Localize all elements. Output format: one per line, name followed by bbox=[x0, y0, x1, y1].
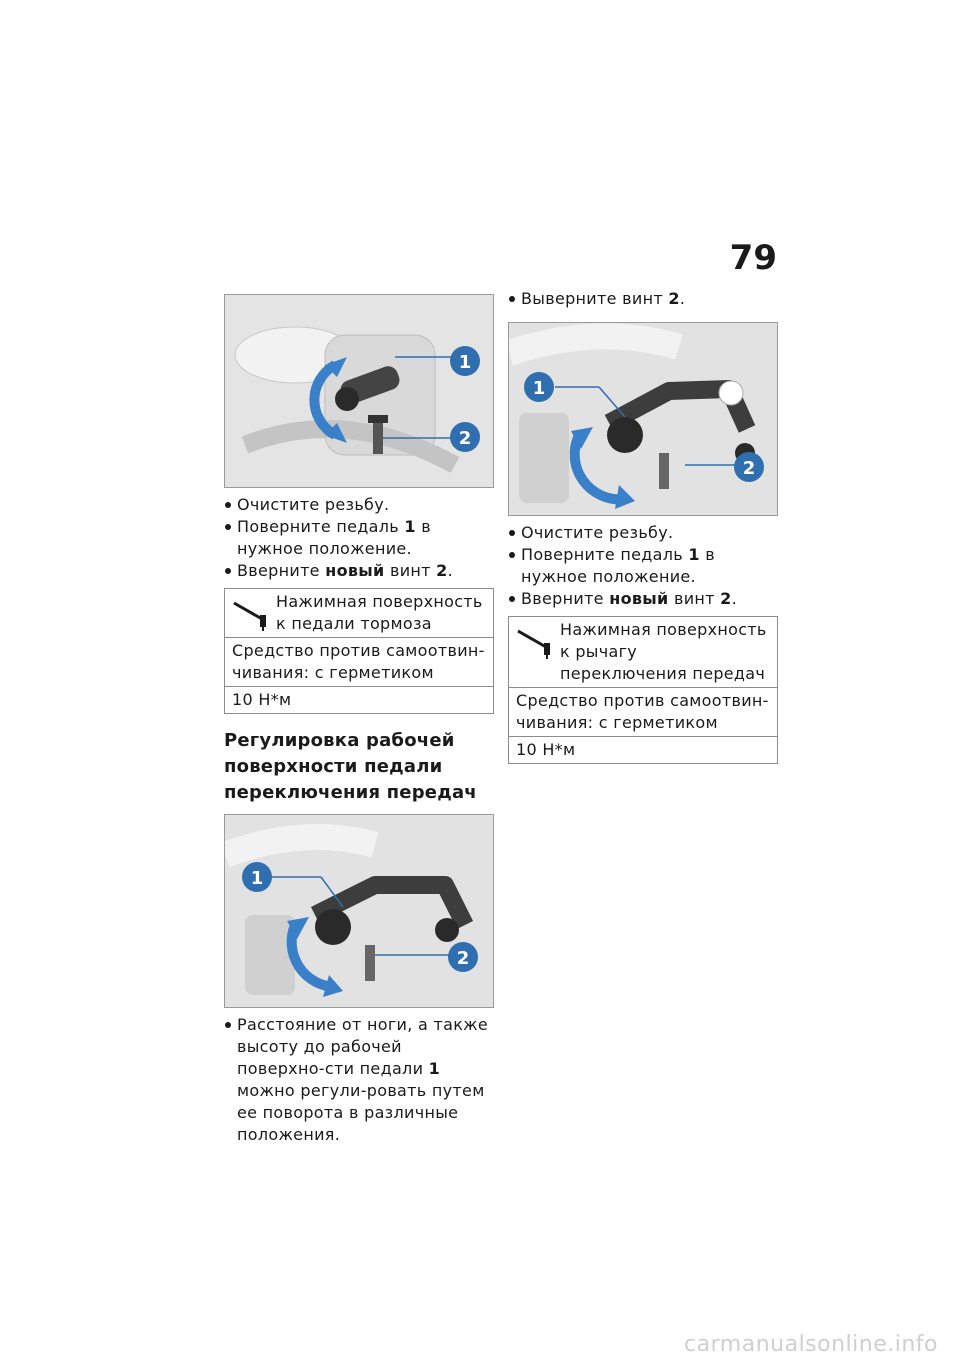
spec-title: Нажимная поверхность к рычагу переключения передач bbox=[560, 620, 767, 683]
shift-spec-table bbox=[508, 616, 778, 764]
watermark: carmanualsonline.info bbox=[684, 1332, 938, 1357]
list-item: Вверните новый винт 2. bbox=[224, 560, 494, 582]
shift-pedal-illustration bbox=[225, 815, 493, 1007]
shift-pedal-figure-right bbox=[508, 322, 778, 516]
right-steps-1 bbox=[508, 522, 778, 610]
list-item: Выверните винт 2. bbox=[508, 288, 778, 310]
brake-pedal-figure bbox=[224, 294, 494, 488]
spec-agent-label: Средство против самоотвин-чивания: bbox=[232, 641, 485, 682]
list-item: Вверните новый винт 2. bbox=[508, 588, 778, 610]
svg-text:2: 2 bbox=[456, 948, 470, 969]
spec-agent-value: с герметиком bbox=[314, 663, 434, 682]
svg-text:1: 1 bbox=[250, 868, 264, 889]
brake-spec-table bbox=[224, 588, 494, 714]
left-column bbox=[224, 294, 494, 1146]
spec-title: Нажимная поверхность к педали тормоза bbox=[276, 592, 483, 633]
list-item: Очистите резьбу. bbox=[224, 494, 494, 516]
spec-agent-value: с герметиком bbox=[598, 713, 718, 732]
list-item: Очистите резьбу. bbox=[508, 522, 778, 544]
spec-torque: 10 Н*м bbox=[509, 737, 778, 764]
shift-pedal-removed-screw-illustration bbox=[509, 323, 777, 515]
spec-torque: 10 Н*м bbox=[225, 687, 494, 714]
right-steps-0 bbox=[508, 288, 778, 310]
left-steps-1 bbox=[224, 494, 494, 582]
list-item: Расстояние от ноги, а также высоту до рабочей поверхно-сти педали 1 можно регули-ровать путем ее поворота в различные положения. bbox=[224, 1014, 494, 1146]
svg-text:1: 1 bbox=[458, 352, 472, 373]
svg-text:2: 2 bbox=[742, 458, 756, 479]
spec-agent-label: Средство против самоотвин-чивания: bbox=[516, 691, 769, 732]
torque-wrench-icon bbox=[232, 595, 272, 631]
page-number: 79 bbox=[729, 238, 777, 278]
torque-wrench-icon bbox=[516, 623, 556, 659]
left-steps-2 bbox=[224, 1014, 494, 1146]
list-item: Поверните педаль 1 в нужное положение. bbox=[508, 544, 778, 588]
list-item: Поверните педаль 1 в нужное положение. bbox=[224, 516, 494, 560]
brake-pedal-illustration bbox=[225, 295, 493, 487]
shift-pedal-figure-left bbox=[224, 814, 494, 1008]
right-column bbox=[508, 288, 778, 764]
section-heading: Регулировка рабочей поверхности педали переключения передач bbox=[224, 730, 477, 803]
svg-text:1: 1 bbox=[532, 378, 546, 399]
svg-text:2: 2 bbox=[458, 428, 472, 449]
